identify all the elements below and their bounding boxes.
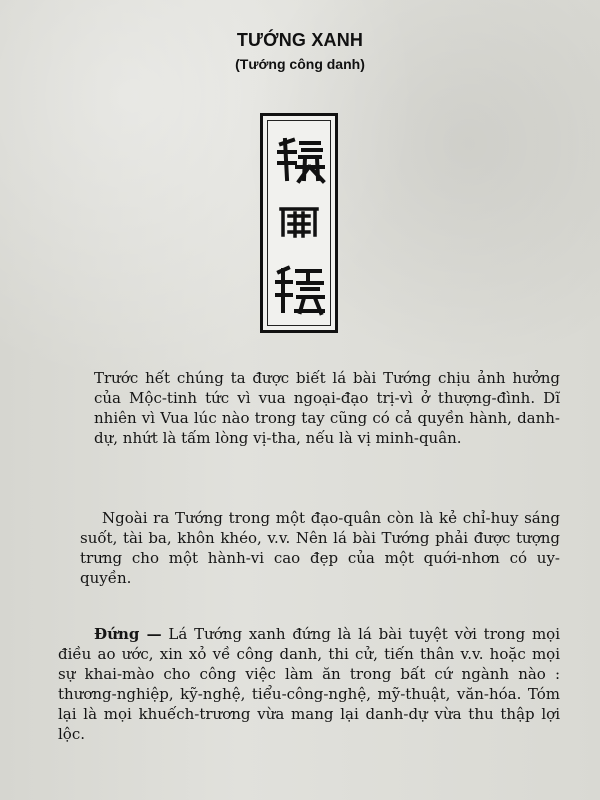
- paragraph-intro: Trước hết chúng ta được biết lá bài Tướng chịu ảnh hưởng của Mộc-tinh tức vì vua ngoại-đạo trị-vì ở thượng-đình. Dĩ nhiên vì Vua lúc nào trong tay cũng có cả quyền hành, danh-dự, nhứt là tấm lòng vị-tha, nếu là vị minh-quân.: [94, 369, 560, 447]
- page-title: TƯỚNG XANH: [236, 30, 364, 50]
- card-middle-glyph: [271, 202, 327, 242]
- card-bottom-glyph: [271, 264, 327, 318]
- card-top-glyph: [271, 136, 327, 184]
- upright-text: Lá Tướng xanh đứng là lá bài tuyệt vời trong mọi điều ao ước, xin xỏ về công danh, thi cử, tiến thân v.v. hoặc mọi sự khai-mào cho công việc làm ăn trong bất cứ ngành nào : thương-nghiệp, kỹ-nghệ, tiểu-công-nghệ, mỹ-thuật, văn-hóa. Tóm lại là mọi khuếch-trương vừa mang lại danh-dự vừa thu thập lợi lộc.: [58, 625, 560, 743]
- paragraph-general: Ngoài ra Tướng trong một đạo-quân còn là kẻ chỉ-huy sáng suốt, tài ba, khôn khéo, v.v. Nên lá bài Tướng phải được tượng trưng cho một hành-vi cao đẹp của một quới-nhơn có uy-quyền.: [80, 509, 560, 587]
- paragraph-upright: [58, 624, 560, 744]
- tuong-card-image: [260, 113, 338, 333]
- upright-label: Đứng —: [94, 625, 162, 643]
- page-subtitle: (Tướng công danh): [235, 56, 365, 72]
